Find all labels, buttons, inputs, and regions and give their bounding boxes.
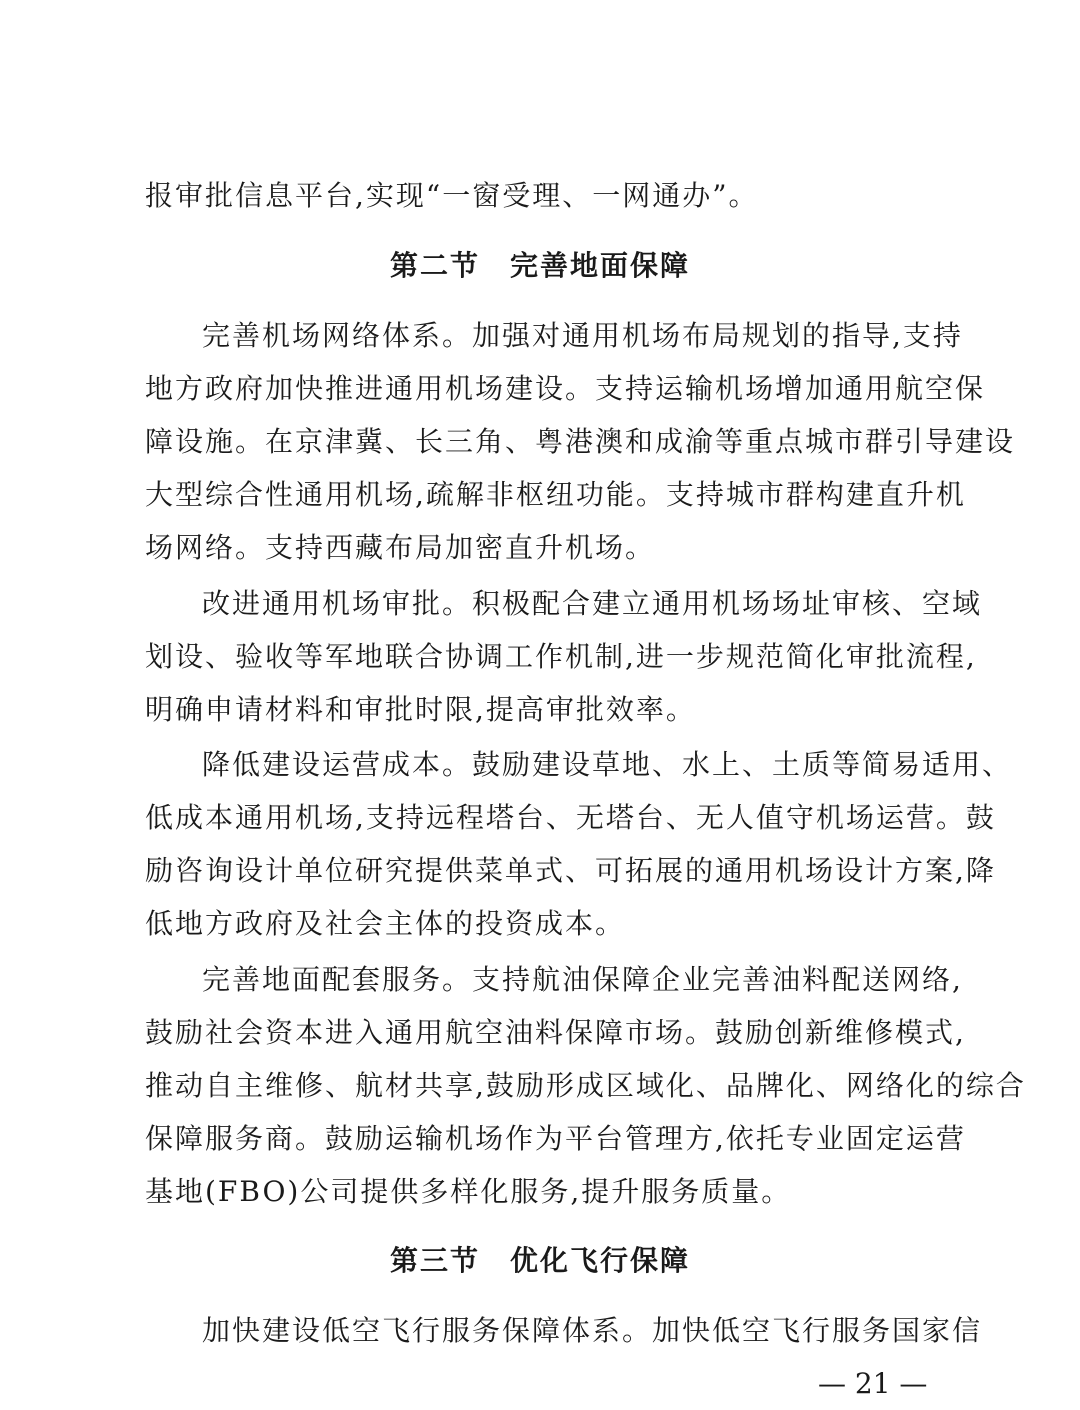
paragraph-line: 基地(FBO)公司提供多样化服务,提升服务质量。	[145, 1175, 792, 1208]
section-heading: 第三节 优化飞行保障	[389, 1244, 690, 1277]
paragraph-line: 改进通用机场审批。积极配合建立通用机场场址审核、空域	[202, 587, 983, 620]
paragraph-line: 降低建设运营成本。鼓励建设草地、水上、土质等简易适用、	[202, 748, 1013, 781]
paragraph-line: 场网络。支持西藏布局加密直升机场。	[145, 531, 656, 564]
paragraph-line: 推动自主维修、航材共享,鼓励形成区域化、品牌化、网络化的综合	[145, 1069, 1026, 1102]
paragraph-line: 地方政府加快推进通用机场建设。支持运输机场增加通用航空保	[145, 372, 986, 405]
paragraph-line: 鼓励社会资本进入通用航空油料保障市场。鼓励创新维修模式,	[145, 1016, 966, 1049]
section-heading: 第二节 完善地面保障	[389, 249, 690, 282]
paragraph-line: 完善机场网络体系。加强对通用机场布局规划的指导,支持	[202, 319, 963, 352]
paragraph-line: 划设、验收等军地联合协调工作机制,进一步规范简化审批流程,	[145, 640, 977, 673]
paragraph-line: 加快建设低空飞行服务保障体系。加快低空飞行服务国家信	[202, 1314, 983, 1347]
paragraph-line: 障设施。在京津冀、长三角、粤港澳和成渝等重点城市群引导建设	[145, 425, 1016, 458]
paragraph-line: 低成本通用机场,支持远程塔台、无塔台、无人值守机场运营。鼓	[145, 801, 996, 834]
paragraph-line: 大型综合性通用机场,疏解非枢纽功能。支持城市群构建直升机	[145, 478, 966, 511]
paragraph-line: 低地方政府及社会主体的投资成本。	[145, 907, 626, 940]
paragraph-line: 报审批信息平台,实现“一窗受理、一网通办”。	[145, 179, 759, 212]
paragraph-line: 完善地面配套服务。支持航油保障企业完善油料配送网络,	[202, 963, 963, 996]
paragraph-line: 保障服务商。鼓励运输机场作为平台管理方,依托专业固定运营	[145, 1122, 966, 1155]
page-number: — 21 —	[818, 1367, 928, 1400]
paragraph-line: 明确申请材料和审批时限,提高审批效率。	[145, 693, 696, 726]
paragraph-line: 励咨询设计单位研究提供菜单式、可拓展的通用机场设计方案,降	[145, 854, 996, 887]
